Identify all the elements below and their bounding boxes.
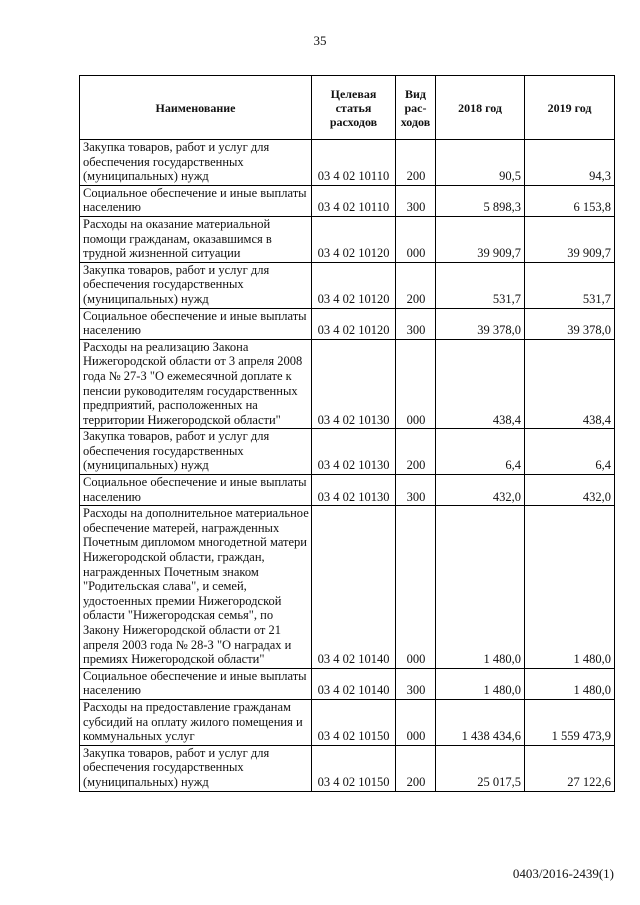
row-2019-value-cell: 94,3 (525, 140, 615, 186)
row-2019-value-cell: 432,0 (525, 475, 615, 506)
row-expense-kind-cell: 200 (396, 140, 436, 186)
row-target-article-cell: 03 4 02 10130 (312, 339, 396, 429)
row-expense-kind-cell: 000 (396, 699, 436, 745)
row-target-article-cell: 03 4 02 10120 (312, 308, 396, 339)
header-expense-kind (396, 76, 436, 140)
table-row (80, 216, 615, 262)
row-name-cell: Социальное обеспечение и иные выплаты населению (80, 185, 312, 216)
row-2018-value-cell: 531,7 (436, 262, 525, 308)
row-2019-value-cell: 6 153,8 (525, 185, 615, 216)
row-expense-kind-cell: 300 (396, 308, 436, 339)
row-2018-value-cell: 90,5 (436, 140, 525, 186)
row-2018-value-cell: 39 378,0 (436, 308, 525, 339)
header-name: Наименование (80, 76, 312, 140)
row-target-article-cell: 03 4 02 10120 (312, 216, 396, 262)
row-2018-value-cell: 1 480,0 (436, 506, 525, 669)
row-expense-kind-cell: 300 (396, 185, 436, 216)
row-name-cell: Расходы на оказание материальной помощи гражданам, оказавшимся в трудной жизненной ситуации (80, 216, 312, 262)
row-name-cell: Расходы на предоставление гражданам субсидий на оплату жилого помещения и коммунальных услуг (80, 699, 312, 745)
row-target-article-cell: 03 4 02 10140 (312, 506, 396, 669)
row-expense-kind-cell: 000 (396, 339, 436, 429)
document-number: 0403/2016-2439(1) (512, 866, 614, 881)
row-expense-kind-cell: 000 (396, 506, 436, 669)
table-row (80, 140, 615, 186)
header-target-article-line2: статья (335, 100, 372, 115)
row-name-cell: Закупка товаров, работ и услуг для обеспечения государственных (муниципальных) нужд (80, 429, 312, 475)
header-target-article (312, 76, 396, 140)
row-2019-value-cell: 1 480,0 (525, 506, 615, 669)
row-target-article-cell: 03 4 02 10140 (312, 668, 396, 699)
header-year-2019: 2019 год (525, 76, 615, 140)
row-name-cell: Расходы на дополнительное материальное обеспечение матерей, награжденных Почетным дипломом многодетной матери Нижегородской области, граждан, награжденных Почетным знаком "Родительская слава", и семей, удостоенных премии Нижегородской области "Нижегородская семья", по Закону Нижегородской области от 21 апреля 2003 года № 28-З "О наградах и премиях Нижегородской области" (80, 506, 312, 669)
row-2019-value-cell: 6,4 (525, 429, 615, 475)
row-2019-value-cell: 39 909,7 (525, 216, 615, 262)
row-name-cell: Социальное обеспечение и иные выплаты населению (80, 668, 312, 699)
header-year-2018: 2018 год (436, 76, 525, 140)
row-name-cell: Социальное обеспечение и иные выплаты населению (80, 308, 312, 339)
row-target-article-cell: 03 4 02 10130 (312, 429, 396, 475)
header-expense-kind-line3: ходов (400, 114, 431, 129)
row-2019-value-cell: 531,7 (525, 262, 615, 308)
row-2018-value-cell: 1 480,0 (436, 668, 525, 699)
row-2018-value-cell: 5 898,3 (436, 185, 525, 216)
row-target-article-cell: 03 4 02 10110 (312, 140, 396, 186)
table-row (80, 699, 615, 745)
row-expense-kind-cell: 200 (396, 262, 436, 308)
row-expense-kind-cell: 200 (396, 745, 436, 791)
budget-table (79, 75, 615, 792)
row-2018-value-cell: 432,0 (436, 475, 525, 506)
row-name-cell: Закупка товаров, работ и услуг для обеспечения государственных (муниципальных) нужд (80, 140, 312, 186)
row-target-article-cell: 03 4 02 10130 (312, 475, 396, 506)
row-2018-value-cell: 39 909,7 (436, 216, 525, 262)
row-2019-value-cell: 438,4 (525, 339, 615, 429)
row-2018-value-cell: 25 017,5 (436, 745, 525, 791)
row-2019-value-cell: 1 559 473,9 (525, 699, 615, 745)
row-2018-value-cell: 6,4 (436, 429, 525, 475)
row-2018-value-cell: 1 438 434,6 (436, 699, 525, 745)
table-row (80, 185, 615, 216)
table-row (80, 745, 615, 791)
page-number: 35 (313, 33, 327, 48)
row-2019-value-cell: 27 122,6 (525, 745, 615, 791)
row-target-article-cell: 03 4 02 10150 (312, 699, 396, 745)
header-target-article-line1: Целевая (330, 86, 377, 101)
row-target-article-cell: 03 4 02 10120 (312, 262, 396, 308)
row-target-article-cell: 03 4 02 10110 (312, 185, 396, 216)
table-row (80, 308, 615, 339)
table-row (80, 506, 615, 669)
row-expense-kind-cell: 300 (396, 475, 436, 506)
header-expense-kind-line2: рас- (404, 100, 427, 115)
table-row (80, 262, 615, 308)
row-name-cell: Закупка товаров, работ и услуг для обеспечения государственных (муниципальных) нужд (80, 262, 312, 308)
table-body (80, 140, 615, 792)
row-expense-kind-cell: 000 (396, 216, 436, 262)
header-expense-kind-line1: Вид (405, 86, 426, 101)
row-expense-kind-cell: 300 (396, 668, 436, 699)
row-2018-value-cell: 438,4 (436, 339, 525, 429)
row-name-cell: Расходы на реализацию Закона Нижегородской области от 3 апреля 2008 года № 27-З "О ежемесячной доплате к пенсии руководителям государственных предприятий, расположенных на территории Нижегородской области" (80, 339, 312, 429)
row-name-cell: Закупка товаров, работ и услуг для обеспечения государственных (муниципальных) нужд (80, 745, 312, 791)
table-row (80, 475, 615, 506)
row-2019-value-cell: 39 378,0 (525, 308, 615, 339)
row-2019-value-cell: 1 480,0 (525, 668, 615, 699)
table-header-row (80, 76, 615, 140)
row-target-article-cell: 03 4 02 10150 (312, 745, 396, 791)
header-target-article-line3: расходов (329, 114, 378, 129)
row-expense-kind-cell: 200 (396, 429, 436, 475)
table-row (80, 668, 615, 699)
row-name-cell: Социальное обеспечение и иные выплаты населению (80, 475, 312, 506)
table-row (80, 339, 615, 429)
table-row (80, 429, 615, 475)
